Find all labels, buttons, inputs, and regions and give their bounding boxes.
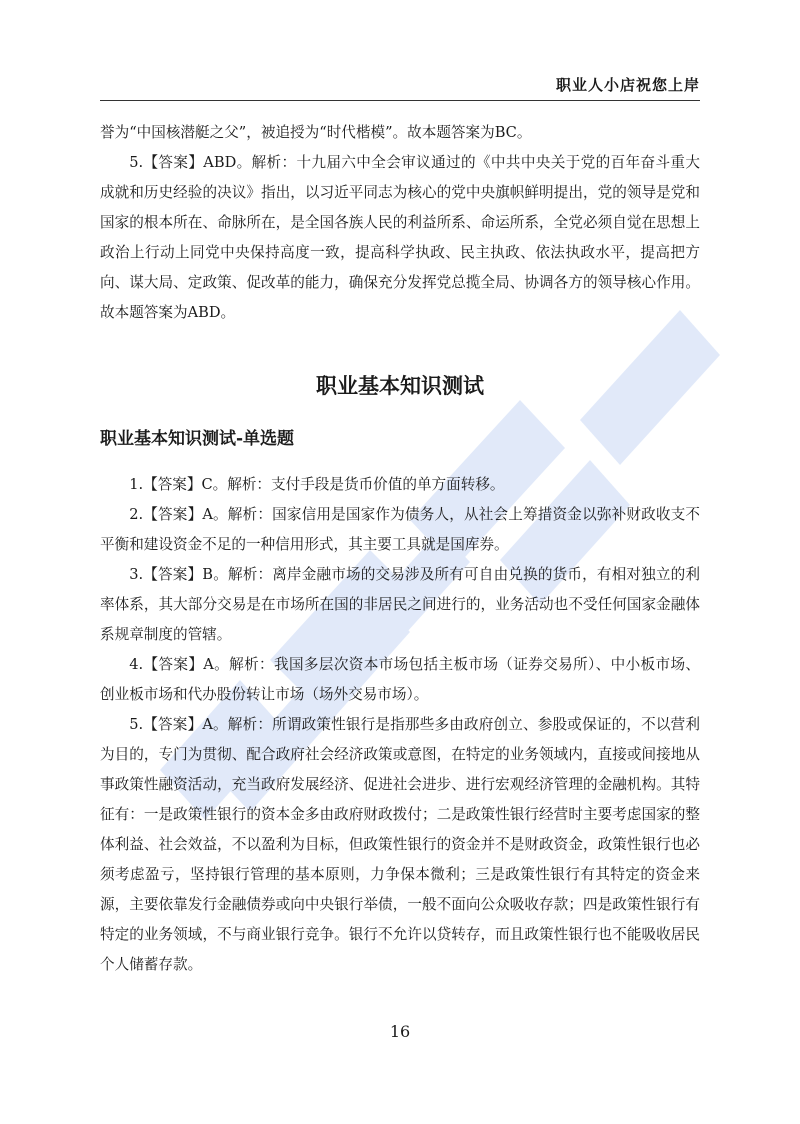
page-content <box>100 118 700 980</box>
answer-item: 4.【答案】A。解析：我国多层次资本市场包括主板市场（证券交易所）、中小板市场、创业板市场和代办股份转让市场（场外交易市场）。 <box>100 656 700 703</box>
answer-item: 1.【答案】C。解析：支付手段是货币价值的单方面转移。 <box>129 476 505 493</box>
paragraph: 誉为“中国核潜艇之父”，被追授为“时代楷模”。故本题答案为BC。 <box>100 124 532 141</box>
paragraph: 5.【答案】ABD。解析：十九届六中全会审议通过的《中共中央关于党的百年奋斗重大成就和历史经验的决议》指出，以习近平同志为核心的党中央旗帜鲜明提出，党的领导是党和国家的根本所在、命脉所在，是全国各族人民的利益所系、命运所系，全党必须自觉在思想上政治上行动上同党中央保持高度一致，提高科学执政、民主执政、依法执政水平，提高把方向、谋大局、定政策、促改革的能力，确保充分发挥党总揽全局、协调各方的领导核心作用。故本题答案为ABD。 <box>100 154 700 321</box>
sub-title: 职业基本知识测试-单选题 <box>100 429 295 449</box>
page-header <box>100 70 700 101</box>
answer-item: 3.【答案】B。解析：离岸金融市场的交易涉及所有可自由兑换的货币，有相对独立的利率体系，其大部分交易是在市场所在国的非居民之间进行的，业务活动也不受任何国家金融体系规章制度的管辖。 <box>100 566 700 643</box>
section-title: 职业基本知识测试 <box>316 374 484 398</box>
answer-item: 5.【答案】A。解析：所谓政策性银行是指那些多由政府创立、参股或保证的，不以营利为目的，专门为贯彻、配合政府社会经济政策或意图，在特定的业务领域内，直接或间接地从事政策性融资活动，充当政府发展经济、促进社会进步、进行宏观经济管理的金融机构。其特征有：一是政策性银行的资本金多由政府财政拨付；二是政策性银行经营时主要考虑国家的整体利益、社会效益，不以盈利为目标，但政策性银行的资金并不是财政资金，政策性银行也必须考虑盈亏，坚持银行管理的基本原则，力争保本微利；三是政策性银行有其特定的资金来源，主要依靠发行金融债券或向中央银行举债，一般不面向公众吸收存款；四是政策性银行有特定的业务领域，不与商业银行竞争。银行不允许以贷转存，而且政策性银行也不能吸收居民个人储蓄存款。 <box>100 716 700 973</box>
page-number: 16 <box>389 1022 411 1041</box>
header-title: 职业人小店祝您上岸 <box>555 76 700 94</box>
answer-item: 2.【答案】A。解析：国家信用是国家作为债务人，从社会上筹措资金以弥补财政收支不平衡和建设资金不足的一种信用形式，其主要工具就是国库券。 <box>100 506 700 553</box>
